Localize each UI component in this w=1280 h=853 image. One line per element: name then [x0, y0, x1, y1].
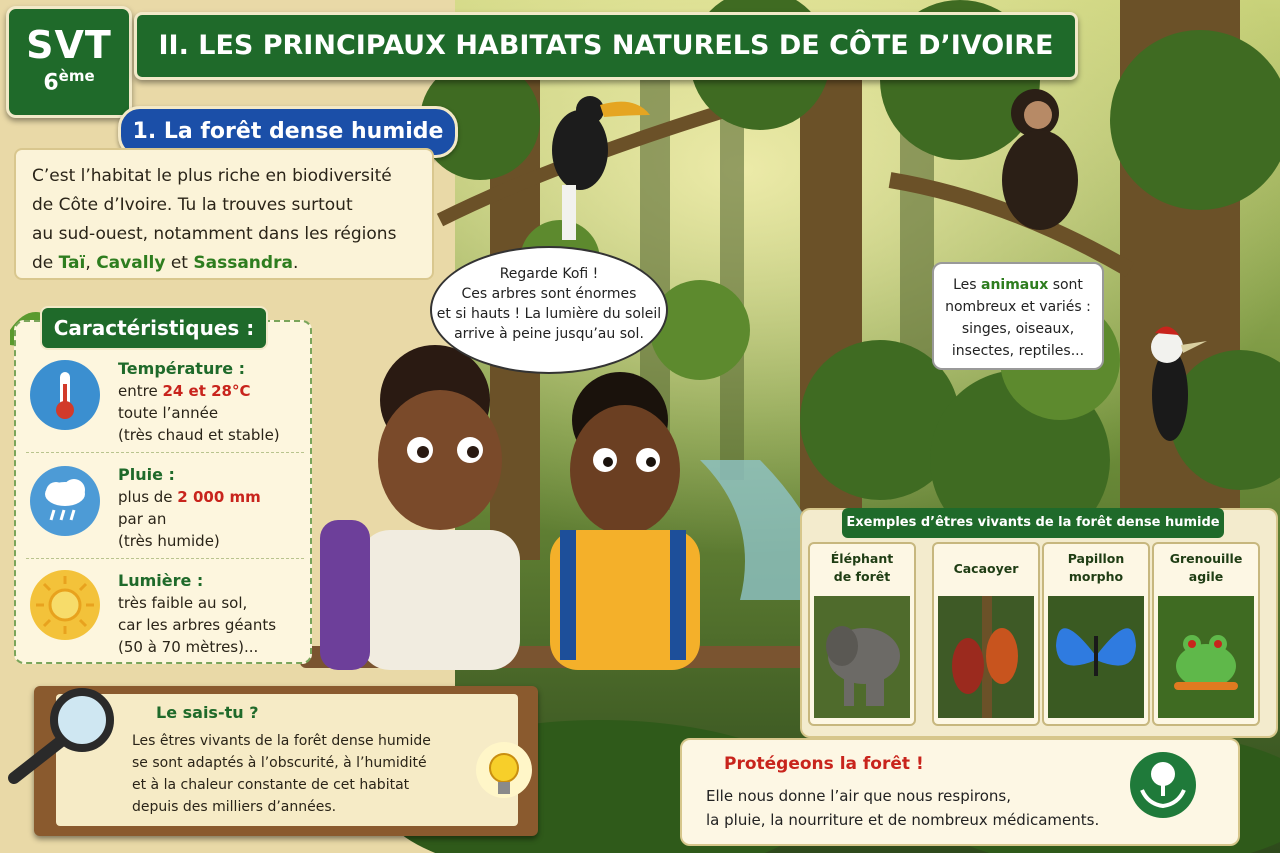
characteristics-panel [14, 320, 312, 664]
intro-text-box [14, 148, 434, 280]
subject-label: SVT [26, 23, 112, 67]
intro-line-2: de Côte d’Ivoire. Tu la trouves surtout [32, 195, 353, 215]
subject-badge [6, 6, 132, 118]
did-you-know-line-4: depuis des milliers d’années. [132, 799, 337, 815]
light-label: Lumière : [118, 571, 204, 590]
did-you-know-line-1: Les êtres vivants de la forêt dense humide [132, 733, 431, 749]
sun-icon [30, 570, 100, 640]
divider [26, 452, 304, 453]
speech-bubble [430, 246, 668, 374]
example-label [1154, 550, 1258, 586]
characteristics-heading: Caractéristiques : [40, 306, 268, 350]
temperature-value: 24 et 28°C [162, 382, 251, 400]
butterfly-icon [1048, 596, 1144, 718]
animals-pre: Les [953, 277, 981, 293]
protect-heading: Protégeons la forêt ! [724, 754, 924, 774]
intro-line-3: au sud-ouest, notamment dans les régions [32, 224, 397, 244]
example-card-butterfly [1042, 542, 1150, 726]
intro-line-4-pre: de [32, 253, 59, 273]
lightbulb-icon [474, 740, 534, 810]
rain-value: 2 000 mm [177, 488, 261, 506]
animals-post: sont [1048, 277, 1083, 293]
speech-line-4: arrive à peine jusqu’au sol. [454, 326, 644, 342]
cacao-pod-icon [938, 596, 1034, 718]
tree-hands-icon [1128, 750, 1198, 820]
example-card-cacao [932, 542, 1040, 726]
animals-line-2: nombreux et variés : [945, 299, 1091, 315]
rain-line-3: (très humide) [118, 532, 220, 550]
level-number: 6 [43, 70, 59, 96]
level-suffix: ème [58, 67, 95, 85]
temperature-pre: entre [118, 382, 163, 400]
magnifier-icon [4, 684, 124, 784]
divider [26, 558, 304, 559]
example-label [810, 550, 914, 586]
rain-cloud-icon [30, 466, 100, 536]
speech-line-2: Ces arbres sont énormes [461, 286, 637, 302]
intro-sep-2: et [165, 253, 194, 273]
temperature-range [118, 380, 280, 402]
animals-note [932, 262, 1104, 370]
example-line-2: de forêt [833, 569, 891, 584]
animals-highlight: animaux [981, 277, 1049, 293]
example-line-2: morpho [1068, 569, 1124, 584]
did-you-know-line-2: se sont adaptés à l’obscurité, à l’humidité [132, 755, 427, 771]
example-label [934, 560, 1038, 578]
example-line-1: Grenouille [1169, 551, 1243, 566]
example-line-1: Papillon [1067, 551, 1125, 566]
intro-end: . [292, 253, 299, 273]
example-line-1: Éléphant [830, 551, 894, 566]
protect-line-2: la pluie, la nourriture et de nombreux médicaments. [706, 811, 1100, 829]
light-line-1: très faible au sol, [118, 594, 248, 612]
did-you-know-text [132, 730, 462, 818]
example-card-frog [1152, 542, 1260, 726]
examples-heading: Exemples d’êtres vivants de la forêt dense humide [842, 508, 1224, 538]
intro-line-4 [32, 249, 416, 278]
section-heading: 1. La forêt dense humide [118, 106, 458, 158]
region-cavally: Cavally [96, 253, 166, 273]
thermometer-icon [30, 360, 100, 430]
temperature-label: Température : [118, 359, 246, 378]
example-line-2: agile [1188, 569, 1224, 584]
light-line-2: car les arbres géants [118, 616, 277, 634]
rain-line-2: par an [118, 510, 167, 528]
rain-label: Pluie : [118, 465, 175, 484]
region-sassandra: Sassandra [193, 253, 293, 273]
light-line-3: (50 à 70 mètres)... [118, 638, 259, 656]
protect-line-1: Elle nous donne l’air que nous respirons, [706, 787, 1011, 805]
example-line-1: Cacaoyer [953, 561, 1019, 576]
did-you-know-line-3: et à la chaleur constante de cet habitat [132, 777, 410, 793]
animals-line-4: insectes, reptiles... [951, 343, 1085, 359]
example-label [1044, 550, 1148, 586]
speech-line-3: et si hauts ! La lumière du soleil [436, 306, 662, 322]
animals-line-3: singes, oiseaux, [961, 321, 1075, 337]
frog-icon [1158, 596, 1254, 718]
did-you-know-heading: Le sais-tu ? [156, 703, 259, 722]
temperature-line-3: (très chaud et stable) [118, 426, 280, 444]
rain-pre: plus de [118, 488, 178, 506]
region-tai: Taï [58, 253, 86, 273]
temperature-line-2: toute l’année [118, 404, 219, 422]
example-card-elephant [808, 542, 916, 726]
intro-line-1: C’est l’habitat le plus riche en biodiversité [32, 166, 392, 186]
animals-line-1 [934, 274, 1102, 296]
elephant-icon [814, 596, 910, 718]
page-title: II. LES PRINCIPAUX HABITATS NATURELS DE CÔTE D’IVOIRE [134, 12, 1078, 80]
protect-text [706, 784, 1126, 832]
speech-line-1: Regarde Kofi ! [499, 266, 599, 282]
level-label [9, 67, 129, 95]
rain-amount [118, 486, 261, 508]
intro-sep-1: , [85, 253, 97, 273]
